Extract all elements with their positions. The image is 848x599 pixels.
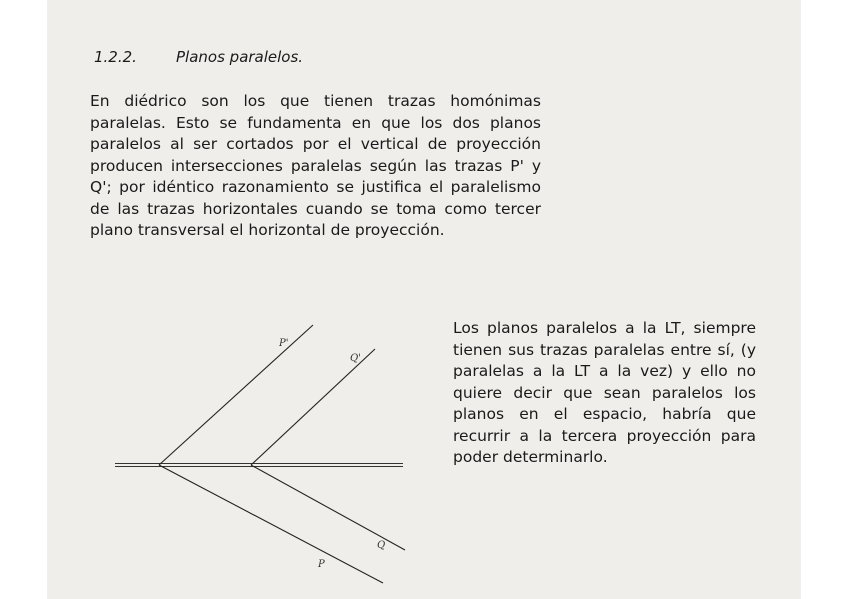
section-number: 1.2.2. [94, 48, 137, 66]
parallel-planes-diagram [47, 0, 801, 599]
trace-p [159, 465, 386, 583]
label-p: P [318, 559, 325, 570]
body-paragraph: En diédrico son los que tienen trazas homónimas paralelas. Esto se fundamenta en que los dos planos paralelos al ser cortados por el vertical de proyección producen intersecciones paralelas según las trazas P' y Q'; por idéntico razonamiento se justifica el paralelismo de las trazas horizontales cuando se toma como tercer plano transversal el horizontal de proyección. [90, 92, 541, 239]
document-page [47, 0, 801, 599]
label-p-prime: P' [279, 338, 289, 349]
trace-q-prime [251, 349, 375, 465]
section-title: Planos paralelos. [176, 48, 304, 66]
trace-q [251, 465, 405, 550]
side-paragraph: Los planos paralelos a la LT, siempre tienen sus trazas paralelas entre sí, (y paralelas a la LT a la vez) y ello no quiere decir que sean paralelos los planos en el espacio, habría que recurrir a la tercera proyección para poder determinarlo. [453, 319, 756, 466]
label-q: Q [377, 540, 386, 551]
trace-p-prime [159, 325, 313, 465]
label-q-prime: Q' [350, 353, 361, 364]
